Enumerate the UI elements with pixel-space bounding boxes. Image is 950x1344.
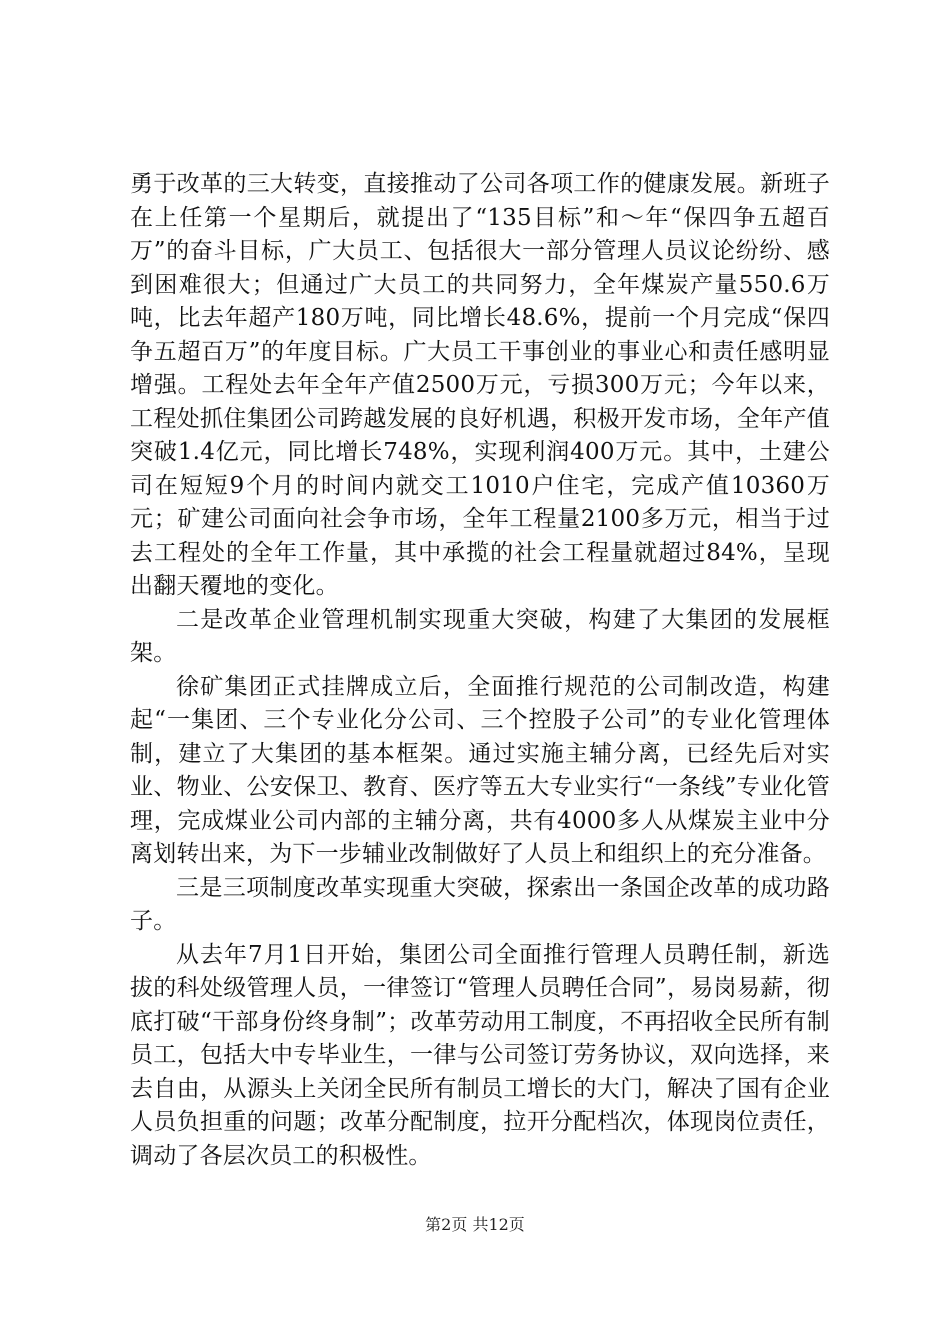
paragraph-3: 徐矿集团正式挂牌成立后，全面推行规范的公司制改造，构建起“一集团、三个专业化分公司、三个控股子公司”的专业化管理体制，建立了大集团的基本框架。通过实施主辅分离，已经先后对实业、物业、公安保卫、教育、医疗等五大专业实行“一条线”专业化管理，完成煤业公司内部的主辅分离，共有4000多人从煤炭主业中分离划转出来，为下一步辅业改制做好了人员上和组织上的充分准备。 [130, 673, 830, 867]
paragraph-5: 从去年7月1日开始，集团公司全面推行管理人员聘任制，新选拔的科处级管理人员，一律签订“管理人员聘任合同”，易岗易薪，彻底打破“干部身份终身制”；改革劳动用工制度，不再招收全民所有制员工，包括大中专毕业生，一律与公司签订劳务协议，双向选择，来去自由，从源头上关闭全民所有制员工增长的大门，解决了国有企业人员负担重的问题；改革分配制度，拉开分配档次，体现岗位责任，调动了各层次员工的积极性。 [130, 941, 830, 1169]
page-footer: 第2页 共12页 [425, 1215, 525, 1234]
paragraph-4: 三是三项制度改革实现重大突破，探索出一条国企改革的成功路子。 [130, 874, 830, 934]
document-body [130, 168, 830, 1173]
paragraph-2: 二是改革企业管理机制实现重大突破，构建了大集团的发展框架。 [130, 606, 830, 666]
paragraph-1: 勇于改革的三大转变，直接推动了公司各项工作的健康发展。新班子在上任第一个星期后，就提出了“135目标”和～年“保四争五超百万”的奋斗目标，广大员工、包括很大一部分管理人员议论纷纷、感到困难很大；但通过广大员工的共同努力，全年煤炭产量550.6万吨，比去年超产180万吨，同比增长48.6%，提前一个月完成“保四争五超百万”的年度目标。广大员工干事创业的事业心和责任感明显增强。工程处去年全年产值2500万元，亏损300万元；今年以来，工程处抓住集团公司跨越发展的良好机遇，积极开发市场，全年产值突破1.4亿元，同比增长748%，实现利润400万元。其中，土建公司在短短9个月的时间内就交工1010户住宅，完成产值10360万元；矿建公司面向社会争市场，全年工程量2100多万元，相当于过去工程处的全年工作量，其中承揽的社会工程量就超过84%，呈现出翻天覆地的变化。 [130, 171, 830, 599]
